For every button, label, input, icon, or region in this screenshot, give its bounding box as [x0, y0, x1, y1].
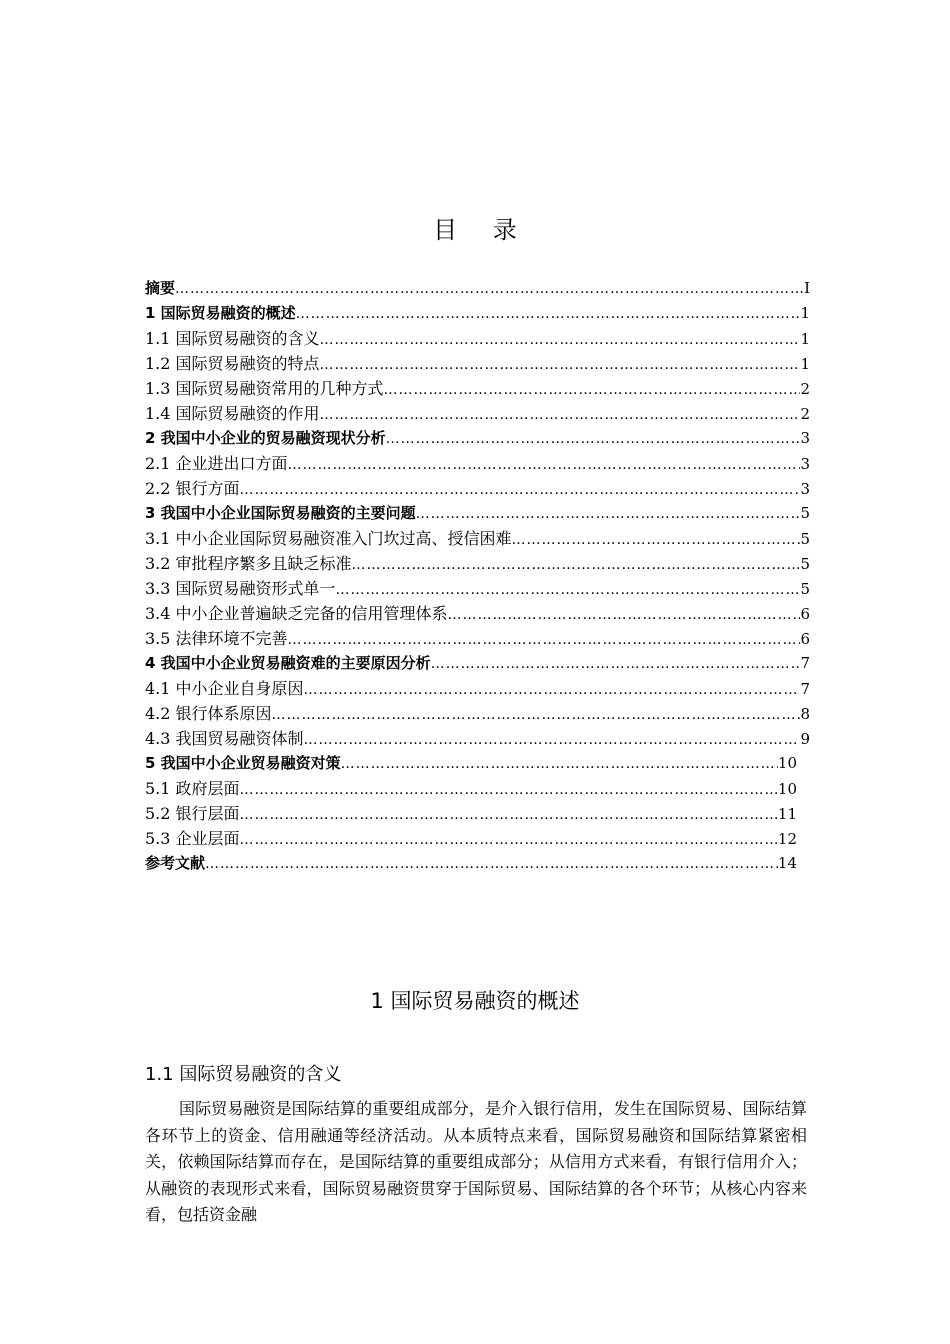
toc-dot-leader	[304, 678, 801, 703]
toc-entry[interactable]	[145, 626, 810, 651]
toc-entry-page: 6	[800, 630, 810, 648]
toc-entry[interactable]	[145, 551, 810, 576]
toc-entry[interactable]	[145, 526, 810, 551]
toc-entry-label: 2 我国中小企业的贸易融资现状分析	[145, 429, 386, 447]
toc-entry-page: 7	[800, 654, 810, 672]
toc-entry-label: 3.1 中小企业国际贸易融资准入门坎过高、授信困难	[145, 529, 512, 548]
toc-entry-page: 5	[800, 530, 810, 548]
toc-entry-page: 10	[777, 780, 797, 798]
toc-entry[interactable]	[145, 301, 810, 326]
toc-entry-page: 5	[800, 580, 810, 598]
toc-entry-label: 2.1 企业进出口方面	[145, 454, 288, 473]
toc-entry[interactable]	[145, 326, 810, 351]
toc-entry-label: 摘要	[145, 279, 176, 297]
toc-dot-leader	[416, 502, 801, 527]
toc-entry[interactable]	[145, 376, 810, 401]
toc-dot-leader	[384, 378, 801, 403]
toc-entry-label: 3 我国中小企业国际贸易融资的主要问题	[145, 504, 416, 522]
toc-dot-leader	[386, 427, 801, 452]
toc-entry-page: 1	[800, 355, 810, 373]
toc-entry-label: 1.4 国际贸易融资的作用	[145, 404, 320, 423]
toc-entry-label: 3.4 中小企业普遍缺乏完备的信用管理体系	[145, 604, 448, 623]
toc-title: 目 录	[433, 216, 531, 244]
toc-dot-leader	[448, 603, 801, 628]
chapter-heading: 1 国际贸易融资的概述	[370, 989, 580, 1013]
toc-entry-label: 1 国际贸易融资的概述	[145, 304, 296, 322]
toc-entry-label: 5.2 银行层面	[145, 804, 240, 823]
toc-entry-page: 3	[800, 429, 810, 447]
toc-dot-leader	[272, 703, 801, 728]
toc-dot-leader	[288, 628, 801, 653]
toc-entry-page: 11	[777, 805, 797, 823]
toc-entry-page: 10	[777, 754, 797, 772]
toc-dot-leader	[304, 728, 801, 753]
toc-entry[interactable]	[145, 676, 810, 701]
toc-dot-leader	[240, 828, 778, 853]
toc-entry[interactable]	[145, 576, 810, 601]
body-paragraph: 国际贸易融资是国际结算的重要组成部分，是介入银行信用，发生在国际贸易、国际结算各环节上的资金、信用融通等经济活动。从本质特点来看，国际贸易融资和国际结算紧密相关，依赖国际结算而存在，是国际结算的重要组成部分；从信用方式来看，有银行信用介入；从融资的表现形式来看，国际贸易融资贯穿于国际贸易、国际结算的各个环节；从核心内容来看，包括资金融	[145, 1099, 807, 1224]
toc-entry[interactable]	[145, 426, 810, 451]
toc-entry[interactable]	[145, 351, 810, 376]
toc-entry[interactable]	[145, 401, 810, 426]
toc-entry[interactable]	[145, 476, 810, 501]
toc-entry-label: 3.2 审批程序繁多且缺乏标准	[145, 554, 352, 573]
toc-entry-label: 4.2 银行体系原因	[145, 704, 272, 723]
toc-dot-leader	[240, 478, 801, 503]
toc-entry-page: 8	[800, 705, 810, 723]
toc-entry[interactable]	[145, 751, 797, 776]
toc-entry-label: 4.3 我国贸易融资体制	[145, 729, 304, 748]
toc-entry-page: I	[804, 279, 810, 297]
toc-entry-label: 5.1 政府层面	[145, 779, 240, 798]
toc-dot-leader	[288, 453, 801, 478]
toc-dot-leader	[175, 277, 804, 302]
toc-entry-page: 12	[777, 830, 797, 848]
toc-entry-page: 3	[800, 455, 810, 473]
toc-dot-leader	[240, 803, 778, 828]
toc-entry[interactable]	[145, 726, 810, 751]
toc-entry-page: 7	[800, 680, 810, 698]
toc-entry-label: 2.2 银行方面	[145, 479, 240, 498]
toc-entry-page: 5	[800, 555, 810, 573]
toc-dot-leader	[431, 652, 801, 677]
toc-entry[interactable]	[145, 601, 810, 626]
table-of-contents	[145, 276, 810, 876]
toc-dot-leader	[320, 328, 801, 353]
toc-dot-leader	[341, 752, 778, 777]
toc-dot-leader	[512, 528, 801, 553]
toc-dot-leader	[336, 578, 801, 603]
toc-dot-leader	[320, 403, 801, 428]
toc-entry[interactable]	[145, 276, 810, 301]
toc-entry[interactable]	[145, 651, 810, 676]
toc-entry-page: 1	[800, 330, 810, 348]
toc-dot-leader	[205, 852, 778, 877]
toc-entry-label: 5 我国中小企业贸易融资对策	[145, 754, 341, 772]
toc-entry-page: 6	[800, 605, 810, 623]
toc-entry-label: 1.2 国际贸易融资的特点	[145, 354, 320, 373]
toc-entry[interactable]	[145, 701, 810, 726]
toc-entry-page: 2	[800, 380, 810, 398]
toc-entry[interactable]	[145, 851, 797, 876]
toc-entry-label: 5.3 企业层面	[145, 829, 240, 848]
toc-entry-label: 1.1 国际贸易融资的含义	[145, 329, 320, 348]
toc-entry-label: 1.3 国际贸易融资常用的几种方式	[145, 379, 384, 398]
toc-entry-label: 4 我国中小企业贸易融资难的主要原因分析	[145, 654, 431, 672]
toc-entry-label: 参考文献	[145, 854, 206, 872]
toc-entry[interactable]	[145, 801, 797, 826]
toc-entry[interactable]	[145, 776, 797, 801]
toc-entry[interactable]	[145, 501, 810, 526]
toc-dot-leader	[240, 778, 778, 803]
toc-entry-label: 3.5 法律环境不完善	[145, 629, 288, 648]
toc-entry-page: 9	[800, 730, 810, 748]
toc-entry-label: 4.1 中小企业自身原因	[145, 679, 304, 698]
toc-entry-page: 2	[800, 405, 810, 423]
toc-entry-label: 3.3 国际贸易融资形式单一	[145, 579, 336, 598]
toc-dot-leader	[320, 353, 801, 378]
toc-entry[interactable]	[145, 826, 797, 851]
section-heading: 1.1 国际贸易融资的含义	[145, 1064, 342, 1085]
toc-dot-leader	[352, 553, 801, 578]
toc-entry-page: 5	[800, 504, 810, 522]
toc-dot-leader	[296, 302, 801, 327]
toc-entry-page: 1	[800, 304, 810, 322]
toc-entry-page: 3	[800, 480, 810, 498]
toc-entry[interactable]	[145, 451, 810, 476]
toc-entry-page: 14	[777, 854, 797, 872]
